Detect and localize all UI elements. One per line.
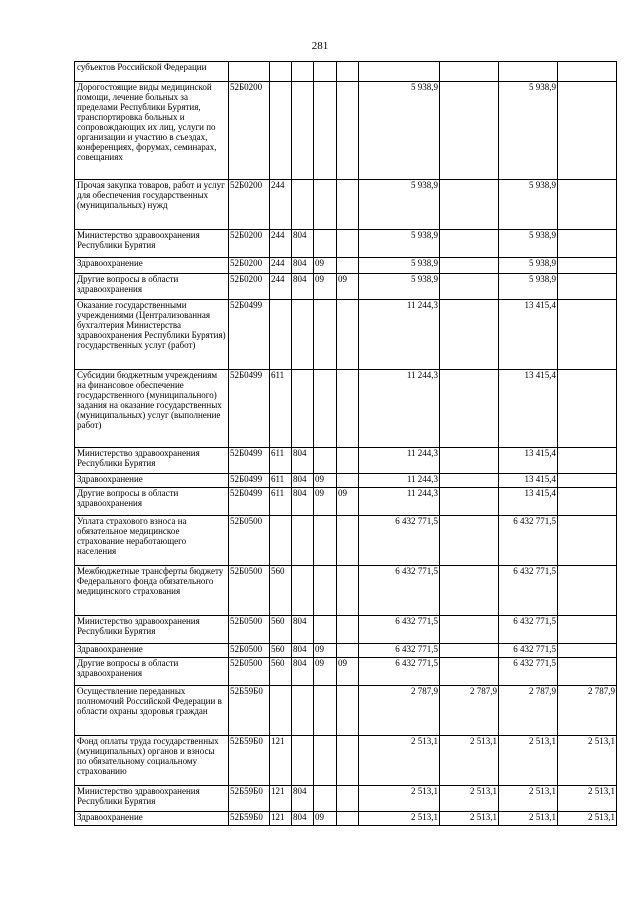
subsection-cell: 09 (337, 274, 359, 300)
expense-type-cell: 244 (270, 258, 292, 274)
amount-4-cell (558, 516, 617, 566)
section-cell (314, 516, 337, 566)
section-cell (314, 566, 337, 616)
section-cell: 09 (314, 644, 337, 658)
expense-type-cell (270, 62, 292, 82)
table-row (75, 644, 617, 658)
amount-1-cell: 5 938,9 (359, 180, 440, 230)
target-article-cell: 52Б0200 (229, 82, 270, 180)
expense-type-cell: 244 (270, 180, 292, 230)
administrator-code-cell: 804 (292, 616, 314, 644)
table-row (75, 180, 617, 230)
table-row (75, 230, 617, 258)
row-name-cell: Дорогостоящие виды медицинской помощи, лечение больных за пределами Республики Бурятия, транспортировка больных и сопровождающих их лиц, услуги по организации и участию в съездах, конференциях, форумах, семинарах, совещаниях (75, 82, 229, 180)
amount-1-cell: 11 244,3 (359, 474, 440, 488)
administrator-code-cell (292, 300, 314, 370)
amount-4-cell (558, 566, 617, 616)
amount-3-cell: 5 938,9 (499, 180, 558, 230)
amount-2-cell: 2 513,1 (440, 736, 499, 786)
amount-1-cell: 2 513,1 (359, 812, 440, 826)
subsection-cell (337, 180, 359, 230)
row-name-cell: Здравоохранение (75, 474, 229, 488)
row-name-cell: Здравоохранение (75, 812, 229, 826)
section-cell: 09 (314, 812, 337, 826)
row-name-cell: Межбюджетные трансферты бюджету Федерального фонда обязательного медицинского страхования (75, 566, 229, 616)
amount-2-cell (440, 258, 499, 274)
expense-type-cell: 611 (270, 488, 292, 516)
administrator-code-cell (292, 736, 314, 786)
target-article-cell: 52Б0499 (229, 448, 270, 474)
administrator-code-cell (292, 516, 314, 566)
amount-1-cell: 11 244,3 (359, 370, 440, 448)
expense-type-cell (270, 300, 292, 370)
amount-3-cell: 13 415,4 (499, 370, 558, 448)
amount-3-cell: 2 513,1 (499, 812, 558, 826)
amount-4-cell (558, 616, 617, 644)
administrator-code-cell: 804 (292, 644, 314, 658)
amount-4-cell (558, 658, 617, 686)
table-row (75, 370, 617, 448)
expense-type-cell: 611 (270, 448, 292, 474)
amount-4-cell: 2 513,1 (558, 812, 617, 826)
expense-type-cell: 560 (270, 658, 292, 686)
amount-1-cell: 5 938,9 (359, 258, 440, 274)
row-name-cell: субъектов Российской Федерации (75, 62, 229, 82)
section-cell (314, 448, 337, 474)
page-number: 281 (311, 40, 329, 52)
amount-3-cell: 2 787,9 (499, 686, 558, 736)
administrator-code-cell (292, 180, 314, 230)
amount-1-cell: 11 244,3 (359, 300, 440, 370)
section-cell (314, 180, 337, 230)
row-name-cell: Прочая закупка товаров, работ и услуг для обеспечения государственных (муниципальных) нужд (75, 180, 229, 230)
amount-4-cell (558, 370, 617, 448)
amount-3-cell: 5 938,9 (499, 82, 558, 180)
table-row (75, 736, 617, 786)
table-row (75, 658, 617, 686)
section-cell: 09 (314, 274, 337, 300)
table-row (75, 686, 617, 736)
amount-1-cell: 6 432 771,5 (359, 516, 440, 566)
subsection-cell (337, 300, 359, 370)
amount-2-cell: 2 513,1 (440, 812, 499, 826)
amount-4-cell (558, 62, 617, 82)
target-article-cell: 52Б59Б0 (229, 736, 270, 786)
subsection-cell: 09 (337, 488, 359, 516)
amount-3-cell: 6 432 771,5 (499, 616, 558, 644)
subsection-cell (337, 258, 359, 274)
table-row (75, 448, 617, 474)
amount-2-cell (440, 62, 499, 82)
administrator-code-cell (292, 62, 314, 82)
subsection-cell (337, 516, 359, 566)
subsection-cell (337, 644, 359, 658)
row-name-cell: Осуществление переданных полномочий Российской Федерации в области охраны здоровья граждан (75, 686, 229, 736)
subsection-cell (337, 736, 359, 786)
amount-1-cell: 6 432 771,5 (359, 658, 440, 686)
section-cell: 09 (314, 258, 337, 274)
target-article-cell: 52Б0200 (229, 180, 270, 230)
expense-type-cell (270, 82, 292, 180)
amount-2-cell (440, 370, 499, 448)
target-article-cell: 52Б0499 (229, 488, 270, 516)
table-row (75, 616, 617, 644)
administrator-code-cell: 804 (292, 448, 314, 474)
section-cell (314, 82, 337, 180)
target-article-cell (229, 62, 270, 82)
target-article-cell: 52Б0500 (229, 516, 270, 566)
table-row (75, 274, 617, 300)
administrator-code-cell: 804 (292, 274, 314, 300)
table-row (75, 812, 617, 826)
amount-2-cell (440, 448, 499, 474)
administrator-code-cell (292, 566, 314, 616)
subsection-cell: 09 (337, 658, 359, 686)
row-name-cell: Фонд оплаты труда государственных (муниципальных) органов и взносы по обязательному социальному страхованию (75, 736, 229, 786)
amount-1-cell: 5 938,9 (359, 82, 440, 180)
amount-1-cell: 11 244,3 (359, 448, 440, 474)
section-cell (314, 686, 337, 736)
expense-type-cell: 121 (270, 786, 292, 812)
amount-4-cell (558, 644, 617, 658)
amount-1-cell: 5 938,9 (359, 274, 440, 300)
subsection-cell (337, 686, 359, 736)
expense-type-cell: 121 (270, 812, 292, 826)
amount-2-cell: 2 513,1 (440, 786, 499, 812)
target-article-cell: 52Б0200 (229, 230, 270, 258)
amount-3-cell: 2 513,1 (499, 736, 558, 786)
amount-2-cell (440, 616, 499, 644)
target-article-cell: 52Б0200 (229, 258, 270, 274)
section-cell (314, 736, 337, 786)
subsection-cell (337, 566, 359, 616)
administrator-code-cell: 804 (292, 258, 314, 274)
expense-type-cell: 560 (270, 566, 292, 616)
amount-2-cell: 2 787,9 (440, 686, 499, 736)
amount-2-cell (440, 516, 499, 566)
amount-4-cell (558, 474, 617, 488)
row-name-cell: Субсидии бюджетным учреждениям на финансовое обеспечение государственного (муниципального) задания на оказание государственных (муниципальных) услуг (выполнение работ) (75, 370, 229, 448)
administrator-code-cell: 804 (292, 786, 314, 812)
section-cell (314, 370, 337, 448)
amount-2-cell (440, 82, 499, 180)
amount-3-cell: 13 415,4 (499, 488, 558, 516)
table-row (75, 786, 617, 812)
amount-4-cell (558, 274, 617, 300)
amount-2-cell (440, 644, 499, 658)
amount-3-cell: 6 432 771,5 (499, 516, 558, 566)
expense-type-cell: 121 (270, 736, 292, 786)
row-name-cell: Министерство здравоохранения Республики Бурятия (75, 786, 229, 812)
target-article-cell: 52Б0500 (229, 644, 270, 658)
subsection-cell (337, 448, 359, 474)
expense-type-cell: 611 (270, 474, 292, 488)
table-row (75, 62, 617, 82)
row-name-cell: Другие вопросы в области здравоохранения (75, 274, 229, 300)
table-row (75, 488, 617, 516)
amount-4-cell: 2 787,9 (558, 686, 617, 736)
table-row (75, 566, 617, 616)
amount-3-cell: 13 415,4 (499, 474, 558, 488)
amount-3-cell (499, 62, 558, 82)
administrator-code-cell (292, 82, 314, 180)
row-name-cell: Здравоохранение (75, 644, 229, 658)
administrator-code-cell (292, 686, 314, 736)
amount-3-cell: 13 415,4 (499, 448, 558, 474)
amount-4-cell: 2 513,1 (558, 786, 617, 812)
section-cell: 09 (314, 474, 337, 488)
amount-1-cell: 6 432 771,5 (359, 644, 440, 658)
amount-3-cell: 13 415,4 (499, 300, 558, 370)
amount-4-cell: 2 513,1 (558, 736, 617, 786)
amount-3-cell: 5 938,9 (499, 230, 558, 258)
amount-4-cell (558, 180, 617, 230)
subsection-cell (337, 786, 359, 812)
amount-2-cell (440, 474, 499, 488)
subsection-cell (337, 230, 359, 258)
amount-1-cell: 11 244,3 (359, 488, 440, 516)
administrator-code-cell (292, 370, 314, 448)
subsection-cell (337, 474, 359, 488)
budget-table (74, 61, 617, 826)
row-name-cell: Другие вопросы в области здравоохранения (75, 658, 229, 686)
target-article-cell: 52Б59Б0 (229, 686, 270, 736)
section-cell: 09 (314, 488, 337, 516)
target-article-cell: 52Б0499 (229, 370, 270, 448)
amount-1-cell: 2 513,1 (359, 736, 440, 786)
row-name-cell: Другие вопросы в области здравоохранения (75, 488, 229, 516)
expense-type-cell (270, 516, 292, 566)
subsection-cell (337, 812, 359, 826)
amount-4-cell (558, 230, 617, 258)
table-row (75, 300, 617, 370)
amount-2-cell (440, 658, 499, 686)
amount-2-cell (440, 274, 499, 300)
row-name-cell: Министерство здравоохранения Республики Бурятия (75, 230, 229, 258)
section-cell (314, 786, 337, 812)
administrator-code-cell: 804 (292, 230, 314, 258)
target-article-cell: 52Б0499 (229, 300, 270, 370)
amount-4-cell (558, 488, 617, 516)
amount-1-cell: 6 432 771,5 (359, 616, 440, 644)
amount-4-cell (558, 82, 617, 180)
amount-1-cell: 2 513,1 (359, 786, 440, 812)
subsection-cell (337, 62, 359, 82)
amount-3-cell: 2 513,1 (499, 786, 558, 812)
section-cell (314, 616, 337, 644)
target-article-cell: 52Б0500 (229, 566, 270, 616)
table-row (75, 258, 617, 274)
expense-type-cell (270, 686, 292, 736)
expense-type-cell: 560 (270, 644, 292, 658)
amount-2-cell (440, 230, 499, 258)
amount-4-cell (558, 258, 617, 274)
expense-type-cell: 611 (270, 370, 292, 448)
target-article-cell: 52Б59Б0 (229, 786, 270, 812)
row-name-cell: Министерство здравоохранения Республики Бурятия (75, 616, 229, 644)
table-row (75, 82, 617, 180)
amount-2-cell (440, 488, 499, 516)
amount-4-cell (558, 448, 617, 474)
administrator-code-cell: 804 (292, 474, 314, 488)
section-cell (314, 230, 337, 258)
amount-3-cell: 6 432 771,5 (499, 566, 558, 616)
amount-1-cell: 5 938,9 (359, 230, 440, 258)
administrator-code-cell: 804 (292, 812, 314, 826)
amount-1-cell (359, 62, 440, 82)
row-name-cell: Уплата страхового взноса на обязательное медицинское страхование неработающего населения (75, 516, 229, 566)
amount-2-cell (440, 566, 499, 616)
amount-2-cell (440, 180, 499, 230)
subsection-cell (337, 82, 359, 180)
amount-1-cell: 6 432 771,5 (359, 566, 440, 616)
row-name-cell: Оказание государственными учреждениями (Централизованная бухгалтерия Министерства здравоохранения Республики Бурятия) государственных услуг (работ) (75, 300, 229, 370)
budget-table-body (75, 62, 617, 826)
amount-2-cell (440, 300, 499, 370)
expense-type-cell: 560 (270, 616, 292, 644)
expense-type-cell: 244 (270, 274, 292, 300)
subsection-cell (337, 370, 359, 448)
section-cell (314, 62, 337, 82)
subsection-cell (337, 616, 359, 644)
section-cell: 09 (314, 658, 337, 686)
row-name-cell: Здравоохранение (75, 258, 229, 274)
amount-3-cell: 5 938,9 (499, 274, 558, 300)
expense-type-cell: 244 (270, 230, 292, 258)
target-article-cell: 52Б59Б0 (229, 812, 270, 826)
table-row (75, 474, 617, 488)
section-cell (314, 300, 337, 370)
amount-3-cell: 5 938,9 (499, 258, 558, 274)
amount-3-cell: 6 432 771,5 (499, 658, 558, 686)
amount-4-cell (558, 300, 617, 370)
target-article-cell: 52Б0500 (229, 658, 270, 686)
amount-3-cell: 6 432 771,5 (499, 644, 558, 658)
row-name-cell: Министерство здравоохранения Республики Бурятия (75, 448, 229, 474)
target-article-cell: 52Б0200 (229, 274, 270, 300)
administrator-code-cell: 804 (292, 658, 314, 686)
target-article-cell: 52Б0500 (229, 616, 270, 644)
target-article-cell: 52Б0499 (229, 474, 270, 488)
table-row (75, 516, 617, 566)
amount-1-cell: 2 787,9 (359, 686, 440, 736)
administrator-code-cell: 804 (292, 488, 314, 516)
